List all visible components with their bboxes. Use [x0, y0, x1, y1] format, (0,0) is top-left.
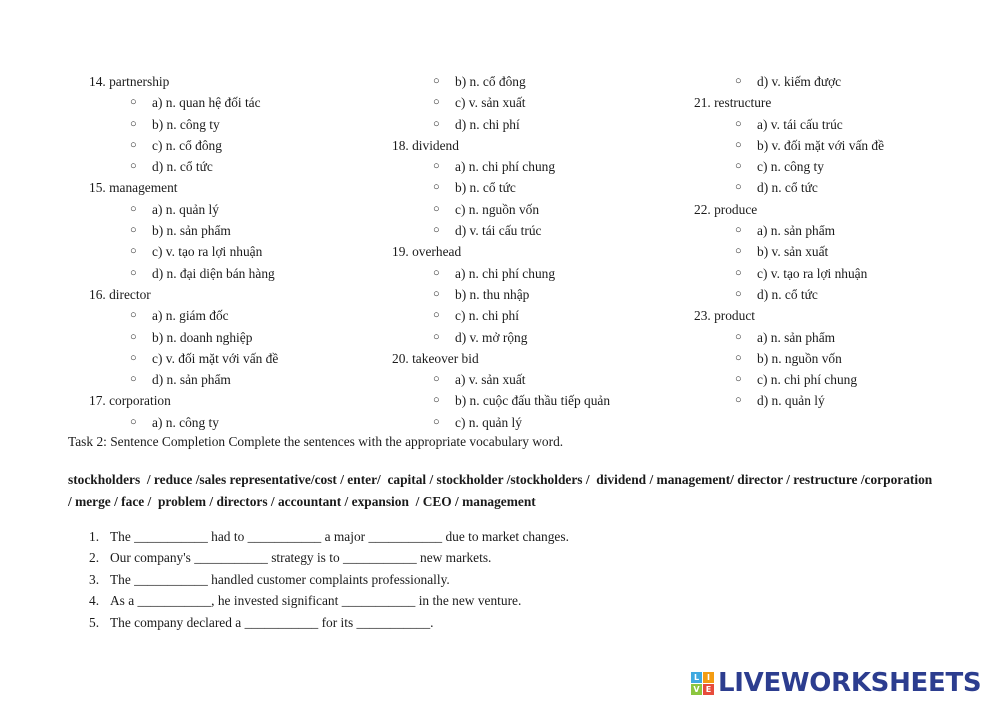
task2-title: Task 2: Sentence Completion Complete the sentences with the appropriate vocabulary word. — [68, 434, 564, 449]
option-text: d) n. đại diện bán hàng — [152, 265, 275, 281]
task1-column-1 — [89, 71, 278, 433]
option-text: d) v. kiếm được — [757, 74, 842, 89]
answer-option — [392, 284, 610, 305]
question-term: 19. overhead — [392, 244, 462, 260]
logo-mark-square: I — [703, 672, 714, 683]
answer-option — [89, 92, 278, 113]
circle-bullet-icon: ○ — [735, 224, 742, 237]
liveworksheets-logo — [691, 667, 981, 699]
answer-option — [392, 177, 610, 198]
sentence-number: 1. — [89, 529, 100, 544]
circle-bullet-icon: ○ — [433, 287, 440, 300]
option-text: c) v. sản xuất — [455, 95, 526, 111]
circle-bullet-icon: ○ — [130, 160, 137, 173]
logo-mark-square: E — [703, 684, 714, 695]
option-text: c) v. tạo ra lợi nhuận — [757, 265, 868, 281]
option-text: d) v. mở rộng — [455, 329, 528, 345]
option-text: d) n. sản phẩm — [152, 372, 231, 388]
circle-bullet-icon: ○ — [735, 117, 742, 130]
answer-option — [694, 71, 884, 92]
circle-bullet-icon: ○ — [130, 330, 137, 343]
option-text: a) n. quan hệ đối tác — [152, 95, 261, 111]
sentence-item — [89, 526, 569, 547]
option-text: a) n. công ty — [152, 414, 219, 430]
sentence-item — [89, 547, 569, 568]
circle-bullet-icon: ○ — [433, 330, 440, 343]
option-text: b) n. sản phẩm — [152, 223, 231, 239]
option-text: a) v. sản xuất — [455, 372, 526, 388]
circle-bullet-icon: ○ — [433, 75, 440, 87]
circle-bullet-icon: ○ — [433, 202, 440, 215]
answer-option — [392, 305, 610, 326]
circle-bullet-icon: ○ — [433, 309, 440, 322]
option-text: b) n. cổ tức — [455, 180, 516, 196]
answer-option — [392, 199, 610, 220]
sentence-item — [89, 569, 569, 590]
answer-option — [694, 369, 884, 390]
question-term: 22. produce — [694, 201, 758, 217]
question-term: 23. product — [694, 308, 755, 324]
answer-option — [392, 263, 610, 284]
circle-bullet-icon: ○ — [735, 373, 742, 386]
answer-option — [694, 327, 884, 348]
answer-option — [694, 263, 884, 284]
circle-bullet-icon: ○ — [433, 394, 440, 407]
circle-bullet-icon: ○ — [130, 224, 137, 237]
answer-option — [392, 369, 610, 390]
circle-bullet-icon: ○ — [130, 245, 137, 258]
option-text: b) n. công ty — [152, 116, 220, 132]
circle-bullet-icon: ○ — [130, 373, 137, 386]
option-text: d) n. chi phí — [455, 116, 520, 132]
answer-option — [694, 220, 884, 241]
option-text: c) n. nguồn vốn — [455, 201, 540, 217]
sentence-item — [89, 590, 569, 611]
question-term: 17. corporation — [89, 393, 171, 409]
answer-option — [392, 71, 610, 92]
answer-option — [694, 114, 884, 135]
task1-column-3 — [694, 71, 884, 412]
option-text: b) n. cổ đông — [455, 74, 526, 89]
circle-bullet-icon: ○ — [433, 181, 440, 194]
logo-mark-square: L — [691, 672, 702, 683]
circle-bullet-icon: ○ — [735, 266, 742, 279]
option-text: b) n. nguồn vốn — [757, 350, 842, 366]
option-text: b) n. cuộc đấu thầu tiếp quản — [455, 393, 611, 409]
answer-option — [392, 412, 610, 433]
circle-bullet-icon: ○ — [433, 160, 440, 173]
word-bank: stockholders / reduce /sales representative/cost / enter/ capital / stockholder /stockholders / dividend / management/ director / restructure /corporation / merge / face / problem / directors / accountant / expansion / CEO / management — [68, 472, 939, 509]
circle-bullet-icon: ○ — [130, 96, 137, 109]
circle-bullet-icon: ○ — [130, 138, 137, 151]
answer-option — [694, 241, 884, 262]
answer-option — [392, 327, 610, 348]
answer-option — [694, 390, 884, 411]
answer-option — [694, 135, 884, 156]
answer-option — [392, 390, 610, 411]
option-text: c) v. tạo ra lợi nhuận — [152, 244, 263, 260]
circle-bullet-icon: ○ — [735, 160, 742, 173]
option-text: a) n. quản lý — [152, 201, 219, 217]
circle-bullet-icon: ○ — [735, 351, 742, 364]
sentence-number: 2. — [89, 550, 100, 566]
option-text: c) n. công ty — [757, 159, 824, 175]
sentence-number: 3. — [89, 571, 100, 587]
circle-bullet-icon: ○ — [735, 330, 742, 343]
answer-option — [89, 348, 278, 369]
question-term: 14. partnership — [89, 74, 170, 89]
circle-bullet-icon: ○ — [130, 266, 137, 279]
answer-option — [694, 348, 884, 369]
logo-mark-square: V — [691, 684, 702, 695]
task1-column-2 — [392, 71, 610, 433]
answer-option — [89, 114, 278, 135]
circle-bullet-icon: ○ — [433, 96, 440, 109]
circle-bullet-icon: ○ — [130, 202, 137, 215]
option-text: c) n. quản lý — [455, 414, 522, 430]
logo-text: LIVEWORKSHEETS — [718, 668, 982, 698]
answer-option — [392, 156, 610, 177]
sentence-text: The ___________ handled customer complaints professionally. — [110, 571, 450, 587]
question-term: 20. takeover bid — [392, 350, 479, 366]
answer-option — [89, 241, 278, 262]
answer-option — [89, 327, 278, 348]
sentence-text: The ___________ had to ___________ a major ___________ due to market changes. — [110, 529, 569, 544]
sentence-text: The company declared a ___________ for its ___________. — [110, 614, 434, 630]
answer-option — [89, 156, 278, 177]
answer-option — [694, 177, 884, 198]
option-text: c) n. cổ đông — [152, 137, 222, 153]
question-term: 18. dividend — [392, 137, 459, 153]
sentence-text: As a ___________, he invested significant ___________ in the new venture. — [110, 593, 522, 609]
circle-bullet-icon: ○ — [130, 309, 137, 322]
option-text: c) n. chi phí chung — [757, 372, 858, 388]
option-text: a) n. sản phẩm — [757, 223, 836, 239]
circle-bullet-icon: ○ — [735, 394, 742, 407]
option-text: d) n. quản lý — [757, 393, 825, 409]
option-text: a) n. chi phí chung — [455, 159, 556, 175]
question-term: 21. restructure — [694, 95, 772, 111]
answer-option — [89, 135, 278, 156]
circle-bullet-icon: ○ — [130, 351, 137, 364]
sentence-number: 5. — [89, 614, 100, 630]
circle-bullet-icon: ○ — [130, 117, 137, 130]
answer-option — [392, 114, 610, 135]
answer-option — [392, 92, 610, 113]
circle-bullet-icon: ○ — [433, 415, 440, 428]
answer-option — [392, 220, 610, 241]
option-text: b) v. sản xuất — [757, 244, 829, 260]
circle-bullet-icon: ○ — [130, 415, 137, 428]
circle-bullet-icon: ○ — [735, 75, 742, 87]
answer-option — [694, 284, 884, 305]
option-text: c) n. chi phí — [455, 308, 519, 324]
option-text: a) v. tái cấu trúc — [757, 116, 843, 132]
logo-mark-icon — [691, 672, 714, 695]
circle-bullet-icon: ○ — [433, 266, 440, 279]
option-text: c) v. đối mặt với vấn đề — [152, 350, 279, 366]
circle-bullet-icon: ○ — [433, 117, 440, 130]
option-text: a) n. giám đốc — [152, 308, 229, 324]
circle-bullet-icon: ○ — [433, 373, 440, 386]
option-text: b) n. doanh nghiệp — [152, 329, 253, 345]
option-text: a) n. chi phí chung — [455, 265, 556, 281]
answer-option — [89, 220, 278, 241]
question-term: 15. management — [89, 180, 178, 196]
option-text: b) n. thu nhập — [455, 286, 530, 302]
circle-bullet-icon: ○ — [735, 287, 742, 300]
answer-option — [89, 369, 278, 390]
question-term: 16. director — [89, 286, 151, 302]
option-text: d) n. cổ tức — [757, 180, 818, 196]
option-text: d) v. tái cấu trúc — [455, 223, 542, 239]
option-text: a) n. sản phẩm — [757, 329, 836, 345]
answer-option — [694, 156, 884, 177]
sentence-text: Our company's ___________ strategy is to ___________ new markets. — [110, 550, 492, 566]
answer-option — [89, 305, 278, 326]
sentence-number: 4. — [89, 593, 100, 609]
circle-bullet-icon: ○ — [735, 245, 742, 258]
circle-bullet-icon: ○ — [735, 181, 742, 194]
sentence-list — [89, 526, 569, 633]
sentence-item — [89, 612, 569, 633]
circle-bullet-icon: ○ — [735, 138, 742, 151]
answer-option — [89, 412, 278, 433]
answer-option — [89, 199, 278, 220]
option-text: b) v. đối mặt với vấn đề — [757, 137, 885, 153]
option-text: d) n. cổ tức — [152, 159, 213, 175]
circle-bullet-icon: ○ — [433, 224, 440, 237]
option-text: d) n. cổ tức — [757, 286, 818, 302]
answer-option — [89, 263, 278, 284]
